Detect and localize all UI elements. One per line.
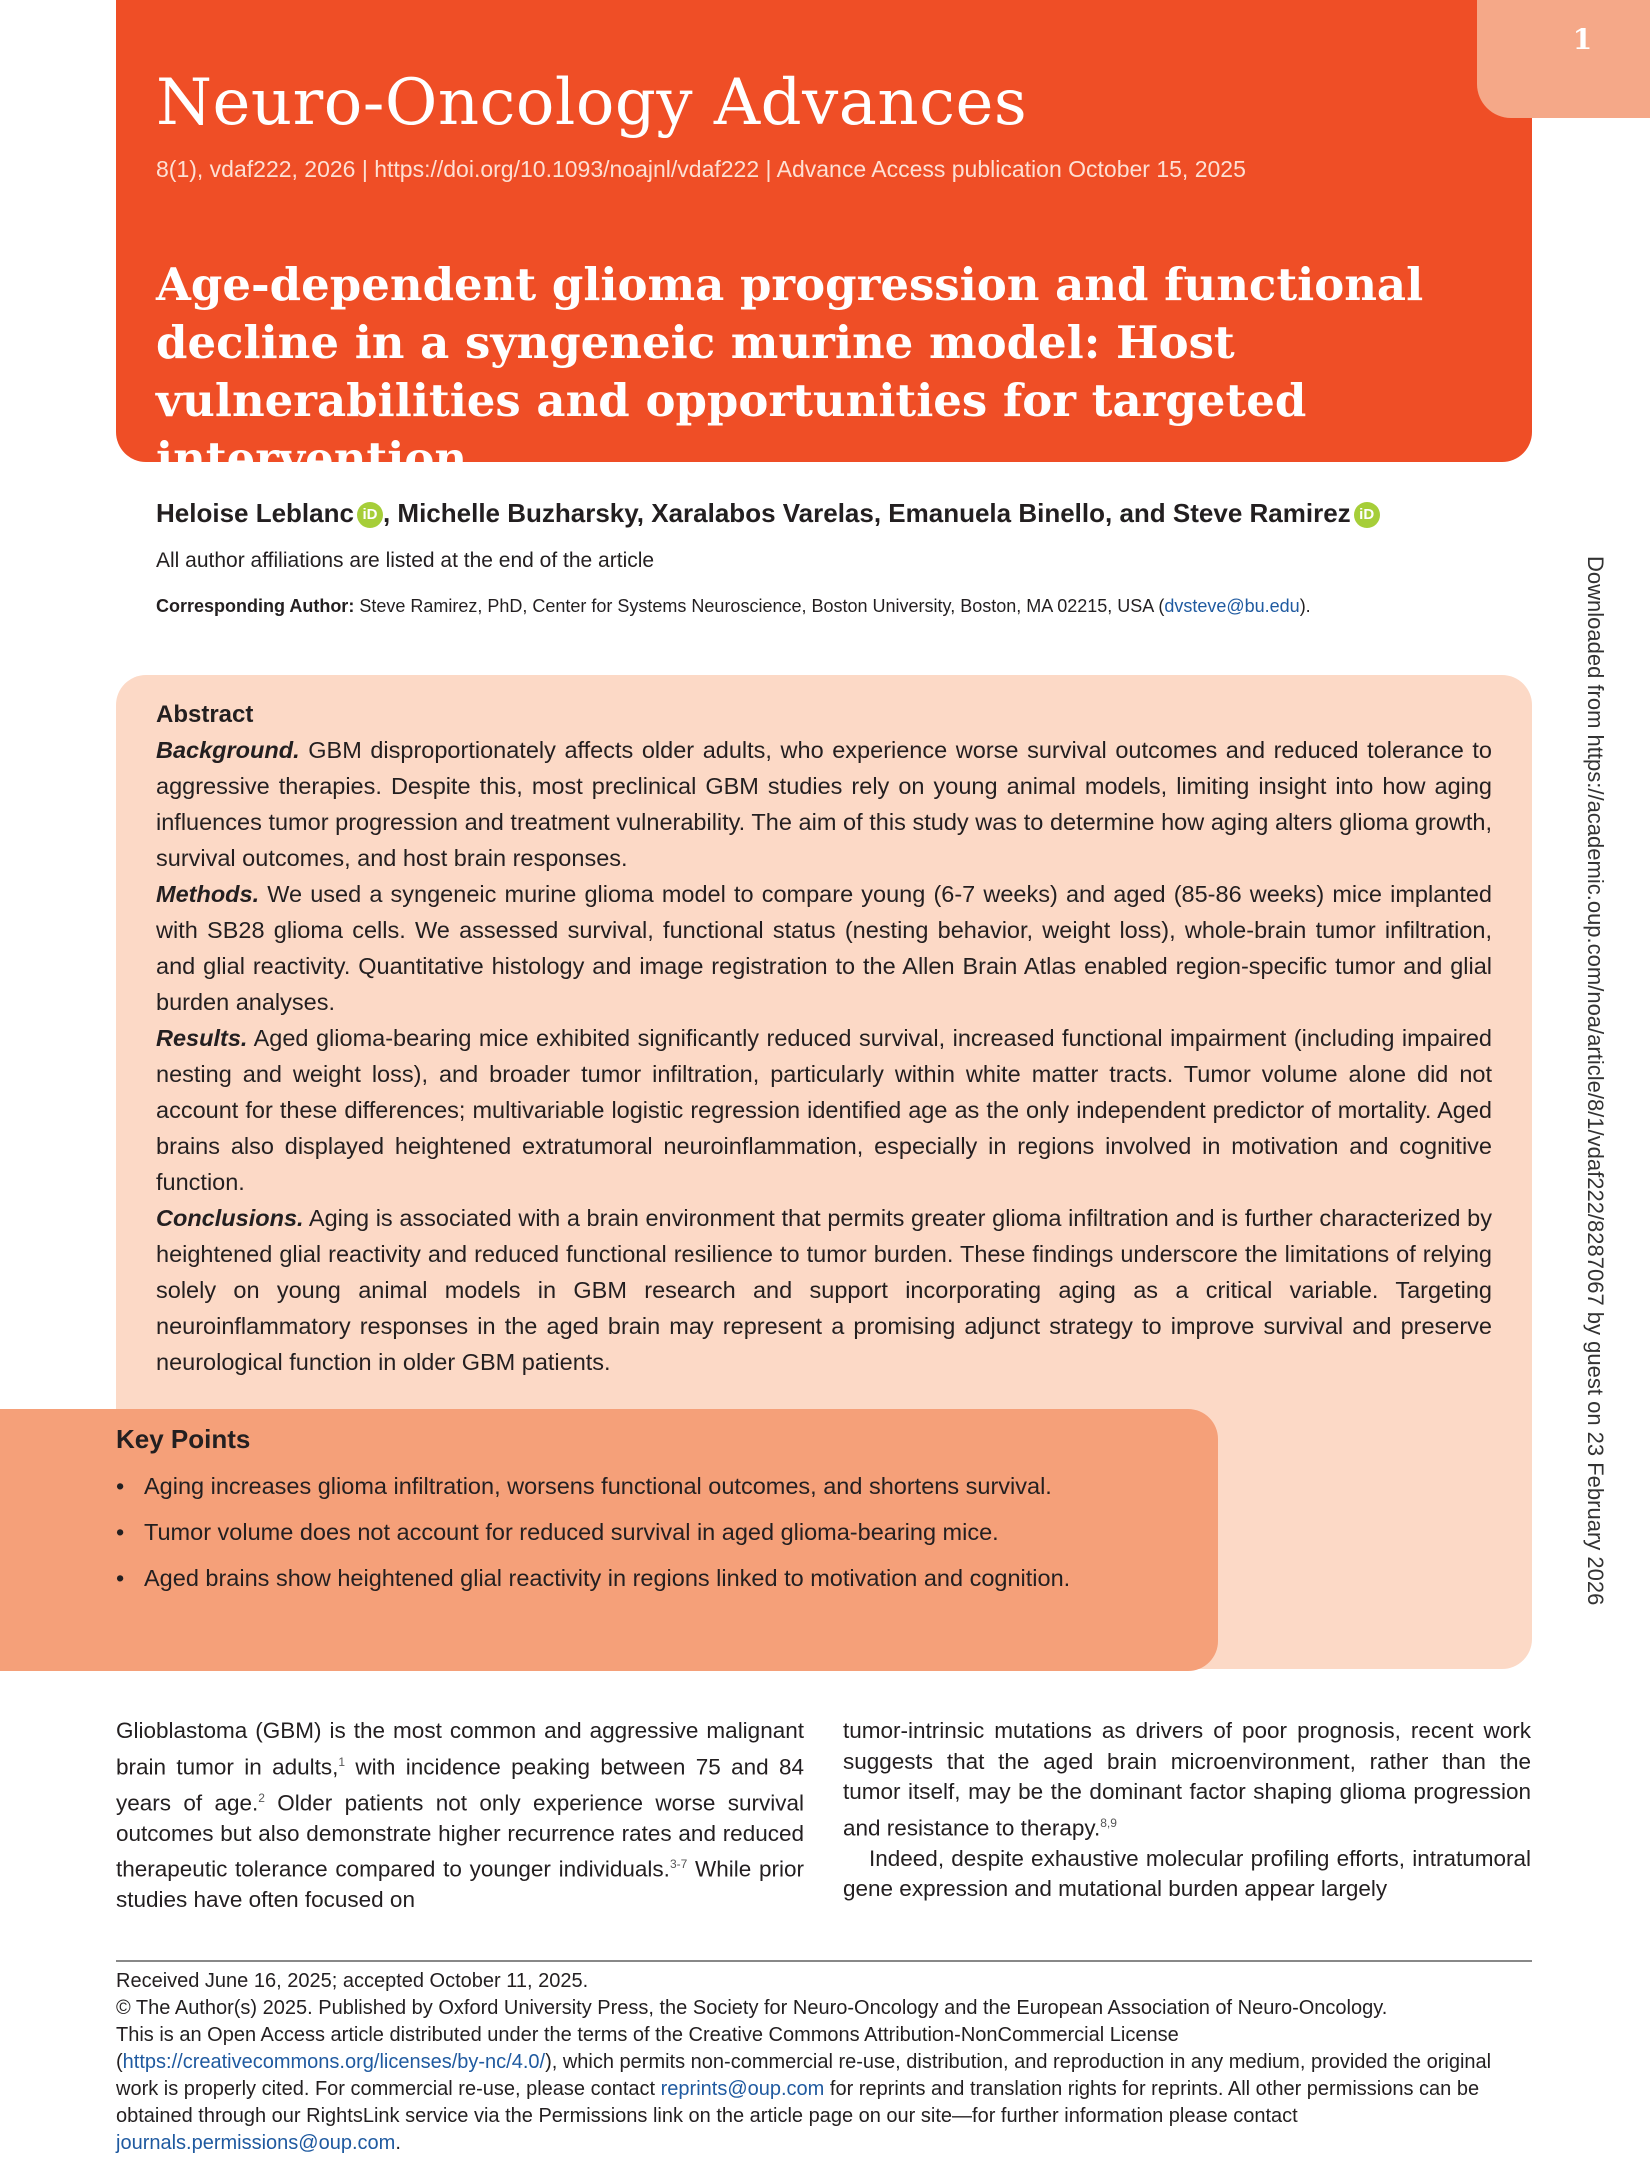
key-points <box>116 1424 1132 1609</box>
abstract-results <box>156 1020 1492 1200</box>
license-text-part: for reprints and translation rights for reprints. All other permissions can be obtained through our RightsLink service via the Permissions link on the article page on our site—for further information please contact <box>116 2078 1480 2127</box>
affiliations-note: All author affiliations are listed at the end of the article <box>156 549 655 572</box>
license-text-part: ), which permits non-commercial re-use, distribution, and reproduction in any medium, provided the original work is properly cited. For commercial re-use, please contact <box>116 2051 1492 2100</box>
reference-link[interactable]: 3-7 <box>669 1857 688 1871</box>
license-url-link[interactable]: https://creativecommons.org/licenses/by-nc/4.0/ <box>122 2051 546 2073</box>
citation-line: 8(1), vdaf222, 2026 | https://doi.org/10.1093/noajnl/vdaf222 | Advance Access publication October 15, 2025 <box>156 156 1246 182</box>
key-point-item: • Aging increases glioma infiltration, worsens functional outcomes, and shortens survival. <box>116 1471 1132 1501</box>
corresponding-text: Steve Ramirez, PhD, Center for Systems Neuroscience, Boston University, Boston, MA 02215, USA ( <box>354 596 1165 616</box>
orcid-icon[interactable]: iD <box>1354 502 1380 528</box>
body-column-left <box>116 1716 804 1916</box>
body-text: Glioblastoma (GBM) is the most common and aggressive malignant brain tumor in adults, <box>116 1718 804 1779</box>
abstract-methods <box>156 876 1492 1020</box>
article-title: Age-dependent glioma progression and functional decline in a syngeneic murine model: Host vulnerabilities and opportunities for targeted intervention <box>156 258 1424 485</box>
journal-name: Neuro-Oncology Advances <box>156 66 1028 140</box>
conclusions-text: Aging is associated with a brain environment that permits greater glioma infiltration and is further characterized by heightened glial reactivity and reduced functional resilience to tumor burden. These findings underscore the limitations of relying solely on young animal models in GBM research and support incorporating aging as a critical variable. Targeting neuroinflammatory responses in the aged brain may represent a promising adjunct strategy to improve survival and preserve neurological function in older GBM patients. <box>156 1205 1492 1375</box>
footer-notes <box>116 1968 1532 2157</box>
license-text <box>116 2022 1532 2157</box>
corresponding-author <box>156 596 1311 617</box>
orcid-icon[interactable]: iD <box>357 502 383 528</box>
reprints-email-link[interactable]: reprints@oup.com <box>660 2078 825 2100</box>
corresponding-label: Corresponding Author: <box>156 596 355 616</box>
methods-text: We used a syngeneic murine glioma model to compare young (6-7 weeks) and aged (85-86 weeks) mice implanted with SB28 glioma cells. We assessed survival, functional status (nesting behavior, weight loss), whole-brain tumor infiltration, and glial reactivity. Quantitative histology and image registration to the Allen Brain Atlas enabled region-specific tumor and glial burden analyses. <box>156 881 1492 1015</box>
license-text-part: This is an Open Access article distributed under the terms of the Creative Commons Attribution-NonCommercial License ( <box>116 2024 1179 2073</box>
key-points-list <box>116 1471 1132 1593</box>
license-text-part: . <box>395 2132 401 2154</box>
corresponding-end: ). <box>1299 596 1311 616</box>
body-text: tumor-intrinsic mutations as drivers of poor prognosis, recent work suggests that the aged brain microenvironment, rather than the tumor itself, may be the dominant factor shaping glioma progression and resistance to therapy. <box>843 1718 1531 1840</box>
abstract-heading: Abstract <box>156 701 254 728</box>
reference-link[interactable]: 8,9 <box>1100 1815 1117 1830</box>
author-list <box>156 498 1380 529</box>
key-points-heading: Key Points <box>116 1424 251 1454</box>
footer-divider <box>116 1960 1532 1962</box>
received-dates: Received June 16, 2025; accepted October 11, 2025. <box>116 1970 589 1992</box>
body-column-right <box>843 1716 1531 1905</box>
corresponding-email-link[interactable]: dvsteve@bu.edu <box>1164 596 1300 616</box>
author-leblanc: Heloise Leblanc <box>156 498 354 528</box>
conclusions-label: Conclusions. <box>156 1205 304 1231</box>
download-side-note: Downloaded from https://academic.oup.com/noa/article/8/1/vdaf222/8287067 by guest on 23 February 2026 <box>1583 556 1608 1606</box>
key-point-item: • Tumor volume does not account for reduced survival in aged glioma-bearing mice. <box>116 1517 1132 1547</box>
abstract <box>156 698 1492 1380</box>
page-number: 1 <box>1477 0 1650 118</box>
body-text: Indeed, despite exhaustive molecular profiling efforts, intratumoral gene expression and mutational burden appear largely <box>843 1845 1531 1901</box>
results-text: Aged glioma-bearing mice exhibited significantly reduced survival, increased functional impairment (including impaired nesting and weight loss), and broader tumor infiltration, particularly within white matter tracts. Tumor volume alone did not account for these differences; multivariable logistic regression identified age as the only independent predictor of mortality. Aged brains also displayed heightened extratumoral neuroinflammation, especially in regions involved in motivation and cognitive function. <box>156 1025 1492 1195</box>
results-label: Results. <box>156 1025 248 1051</box>
body-text: with incidence peaking between 75 and 84 years of age. <box>116 1754 804 1815</box>
body-text: Older patients not only experience worse survival outcomes but also demonstrate higher recurrence rates and reduced therapeutic tolerance compared to younger individuals. <box>116 1790 805 1882</box>
reference-link[interactable]: 2 <box>258 1790 265 1805</box>
body-text: While prior studies have often focused on <box>116 1856 804 1912</box>
copyright-line: © The Author(s) 2025. Published by Oxford University Press, the Society for Neuro-Oncology and the European Association of Neuro-Oncology. <box>116 1997 1388 2019</box>
permissions-email-link[interactable]: journals.permissions@oup.com <box>116 2132 396 2154</box>
abstract-background <box>156 732 1492 876</box>
key-point-item: • Aged brains show heightened glial reactivity in regions linked to motivation and cognition. <box>116 1563 1132 1593</box>
reference-link[interactable]: 1 <box>338 1754 346 1769</box>
author-list-rest: , Michelle Buzharsky, Xaralabos Varelas, Emanuela Binello, and Steve Ramirez <box>382 498 1351 528</box>
methods-label: Methods. <box>156 881 260 907</box>
background-label: Background. <box>156 737 300 763</box>
abstract-conclusions <box>156 1200 1492 1380</box>
background-text: GBM disproportionately affects older adults, who experience worse survival outcomes and reduced tolerance to aggressive therapies. Despite this, most preclinical GBM studies rely on young animal models, limiting insight into how aging influences tumor progression and treatment vulnerability. The aim of this study was to determine how aging alters glioma growth, survival outcomes, and host brain responses. <box>156 737 1492 871</box>
